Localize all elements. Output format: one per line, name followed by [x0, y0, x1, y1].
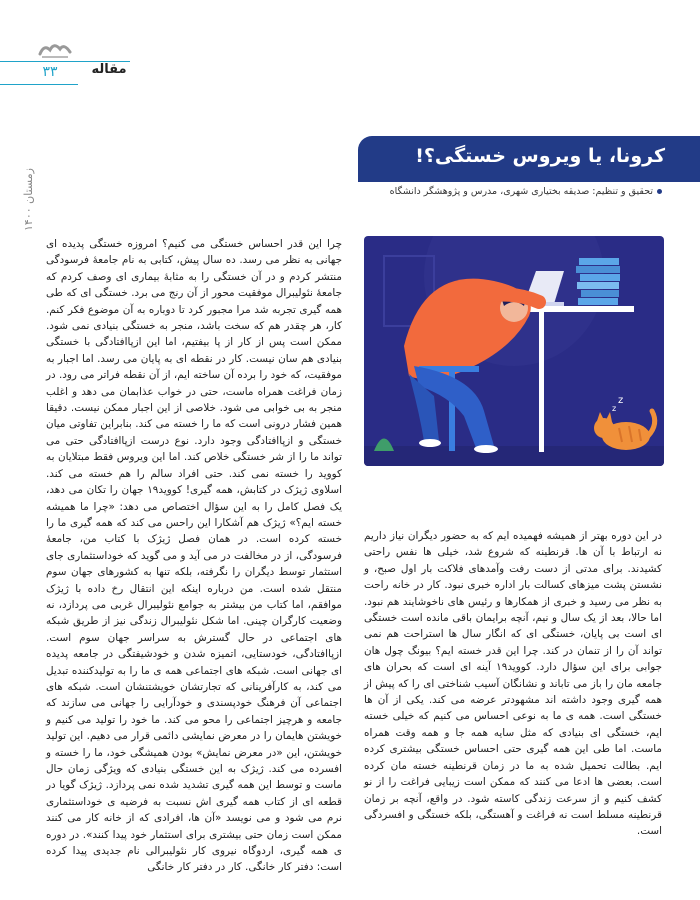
article-title: کرونا، یا ویروس خستگی؟!	[415, 145, 665, 167]
right-column-text: در این دوره بهتر از همیشه فهمیده ایم که به حضور دیگران نیاز داریم نه ارتباط با آن ها. قرنطینه که شروع شد، خیلی ها نفس راحتی کشیدند. برای مدتی از دست رفت وآمدهای فلاکت بار اول صبح، و نشستن پشت میزهای کسالت بار اداره خبری نبود. کار در خانه راحت به نظر می رسید و خبری از همکارها و رئیس های ناخوشایند هم نبود. اما حالا، بعد از یک سال و نیم، آنچه برایمان باقی مانده است خستگی ای است بی پایان، خستگی ای که انگار سال ها استراحت هم نمی تواند آن را از تنمان در کند. چرا این قدر خسته ایم؟ بیونگ چول هان جوابی برای این سؤال دارد. کووید۱۹ آینه ای است که بحران های جامعه مان را باز می تاباند و نشانگان آسیب شناختی ای را که پیش از همه گیری وجود داشته اند مشهودتر عرضه می کند. یکی از آن ها خستگی است. همه ی ما به نوعی احساس می کنیم که خیلی خسته ایم، خستگی ای بنیادی که مثل سایه همه جا و همه وقت همراه ماست. اما طی این همه گیری حتی احساس خستگی بیشتری کرده ایم. بطالت تحمیل شده به ما در زمان قرنطینه خسته مان کرده است. بعضی ها ادعا می کنند که ممکن است زیبایی فراغت را از نو کشف کنیم و از سرعت زندگی کاسته شود. در واقع، آنچه بر زمان قرنطینه مسلط است نه فراغت و آهستگی، بلکه خستگی و افسردگی است.	[364, 530, 662, 838]
svg-text:z: z	[612, 404, 617, 413]
section-label: مقاله	[91, 62, 127, 77]
left-column-text: چرا این قدر احساس خستگی می کنیم؟ امروزه خستگی پدیده ای جهانی به نظر می رسد. ده سال پیش، کتابی به نام جامعهٔ فرسودگی منتشر کردم و در آن خستگی را به مثابهٔ بیماری ای وصف کردم که جامعهٔ نئولیبرال موفقیت محور از آن رنج می برد. خستگی ای که طی همه گیری تجربه شد مرا مجبور کرد تا دوباره به آن موضوع فکر کنم. کار، هر چقدر هم که سخت باشد، منجر به خستگی بنیادی نمی شود. ممکن است پس از کار از پا بیفتیم، اما این ازپاافتادگی با خستگی بنیادی هم سان نیست. کار در نقطه ای به پایان می رسد. اما اجبار به موفقیت، که خود را برده آن ساخته ایم، از آن نقطه فراتر می رود. در زمان فراغت همراه ماست، حتی در خواب عذابمان می دهد و اغلب منجر به بی خوابی می شود. خلاصی از این اجبار ممکن نیست. دقیقا همین فشار درونی است که ما را خسته می کند. بنابراین تفاوتی میان خستگی و ازپاافتادگی وجود دارد. نوع درست ازپاافتادگی حتی می تواند ما را از شر خستگی خلاص کند. اما این ویروس فقط مبتلایان به کووید را خسته نمی کند. حتی افراد سالم را هم خسته می کند. اسلاوی ژیژک در کتابش، همه گیری! کووید۱۹ جهان را تکان می دهد، یک فصل کامل را به این سؤال اختصاص می دهد: «چرا ما همیشه خسته ایم؟» ژیژک هم آشکارا این راحس می کند که همه گیری ما را خسته کرده است. در همان فصل ژیژک با کتاب من، جامعهٔ فرسودگی، از در مخالفت در می آید و می گوید که خوداستثماری جای استثمار توسط دیگران را نگرفته، بلکه تنها به کشورهای جهان سوم منتقل شده است. من درباره اینکه این انتقال رخ داده با ژیژک موافقم، اما کتاب من بیشتر به جوامع نئولیبرال غربی می پردازد، نه وضعیت کارگران چینی. اما شکل نئولیبرال زندگی نیز از طریق شبکه های اجتماعی در حال گسترش به سراسر جهان سوم است. ازپاافتادگی، خودستایی، اتمیزه شدن و خودشیفتگی در جامعه پدیده ای جهانی است. شبکه های اجتماعی همه ی ما را به تولیدکننده تبدیل می کند، به کارآفرینانی که تجارتشان خویشتنشان است. شبکه های اجتماعی آن فرهنگ خودپسندی و خودآرایی را جهانی می سازند که جامعه و هرچیز اجتماعی را محو می کند. ما خود را تولید می کنیم و خویشتن هایمان را در معرض نمایشی دائمی قرار می دهیم. این تولید خویشتن، این «در معرض نمایش» بودن همیشگی خود، ما را خسته و افسرده می کند. ژیژک به این خستگی بنیادی که ویژگی زمان حال ماست و توسط این همه گیری تشدید شده نمی پردازد. ژیژک گویا در قطعه ای از کتاب همه گیری اش نسبت به فرضیه ی خوداستثماری نرم می شود و می نویسد «آن ها، افرادی که از خانه کار می کنند ممکن است زمان حتی بیشتری برای استثمار خود پیدا کنند». در دوره ی همه گیری، اردوگاه نیروی کار نئولیبرالی نام جدیدی پیدا کرده است: دفتر کار خانگی. کار در دفتر کار خانگی	[46, 238, 342, 874]
svg-text:z: z	[618, 395, 624, 406]
article-column-left	[46, 236, 342, 876]
page-number-rule	[0, 84, 78, 85]
magazine-logo-icon	[38, 40, 72, 60]
byline	[360, 186, 662, 197]
title-banner	[358, 136, 700, 182]
issue-date: زمستان ۱۴۰۰	[22, 168, 35, 232]
article-illustration	[364, 236, 664, 466]
byline-text: تحقیق و تنظیم: صدیقه بختیاری شهری، مدرس و پژوهشگر دانشگاه	[389, 186, 653, 197]
article-column-right	[364, 528, 662, 840]
page-number: ۳۳	[42, 64, 58, 80]
bullet-icon	[657, 189, 662, 194]
